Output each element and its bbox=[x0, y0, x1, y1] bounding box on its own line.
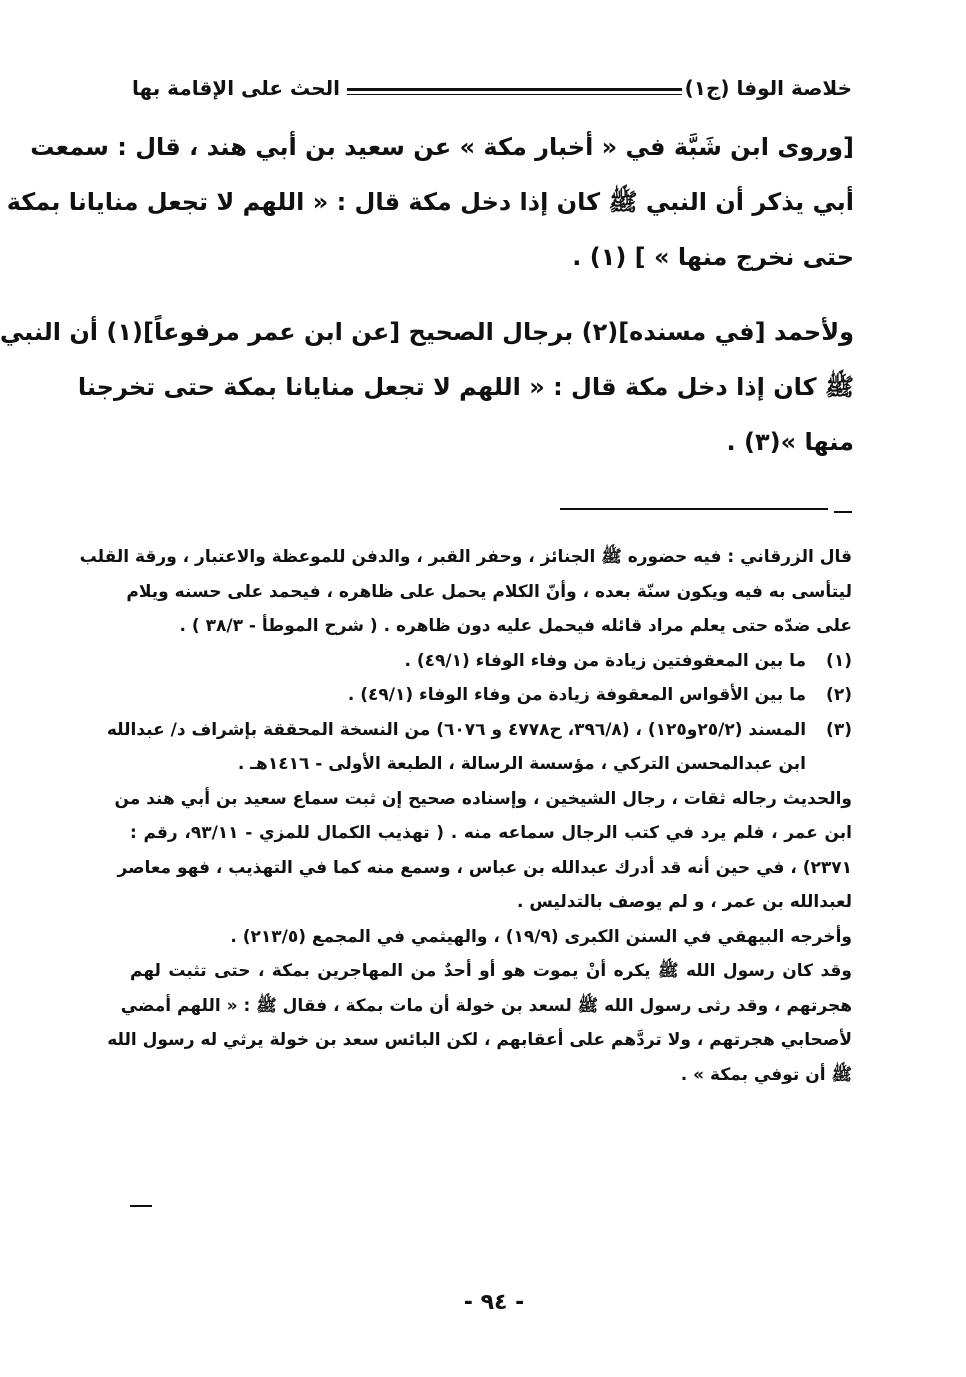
footnote-line: وقد كان رسول الله ﷺ يكره أنْ يموت هو أو أحدٌ من المهاجرين بمكة ، حتى تثبت لهم bbox=[130, 961, 852, 981]
footnote-line: ﷺ أن توفي بمكة » . bbox=[680, 1064, 852, 1085]
footnote-line: قال الزرقاني : فيه حضوره ﷺ الجنائز ، وحفر القبر ، والدفن للموعظة والاعتبار ، ورقة القلب bbox=[79, 547, 852, 567]
footnote-2 bbox=[130, 678, 852, 713]
footnote-3 bbox=[106, 713, 852, 748]
footnotes bbox=[79, 540, 852, 1092]
footnote-line: هجرتهم ، وقد رثى رسول الله ﷺ لسعد بن خولة أن مات بمكة ، فقال ﷺ : « اللهم أمضي bbox=[120, 995, 852, 1016]
footnote-text: ما بين المعقوفتين زيادة من وفاء الوفاء (٤٩/١) . bbox=[404, 650, 807, 671]
footnote-line: لأصحابي هجرتهم ، ولا تردَّهم على أعقابهم ، لكن البائس سعد بن خولة يرثي له رسول الله bbox=[107, 1030, 852, 1050]
main-text bbox=[0, 120, 854, 470]
body-line: حتى نخرج منها » ] (١) . bbox=[572, 243, 854, 271]
footnote-1 bbox=[130, 644, 852, 679]
footnote-line: ابن عبدالمحسن التركي ، مؤسسة الرسالة ، الطبعة الأولى - ١٤١٦هـ . bbox=[237, 754, 806, 774]
footnote-line: لعبدالله بن عمر ، و لم يوصف بالتدليس . bbox=[517, 892, 852, 912]
footnote-continuation-mark bbox=[834, 511, 852, 513]
footnote-text: ما بين الأقواس المعقوفة زيادة من وفاء الوفاء (٤٩/١) . bbox=[347, 685, 807, 705]
body-line: منها »(٣) . bbox=[726, 428, 854, 456]
body-line: ولأحمد [في مسنده](٢) برجال الصحيح [عن ابن عمر مرفوعاً](١) أن النبي bbox=[0, 318, 854, 346]
footnote-continues-mark bbox=[130, 1205, 152, 1207]
book-title: خلاصة الوفا (ج١) bbox=[684, 76, 852, 100]
running-header bbox=[132, 72, 852, 106]
header-rule bbox=[347, 88, 682, 95]
footnote-number: (٢) bbox=[826, 685, 852, 705]
body-line: ﷺ كان إذا دخل مكة قال : « اللهم لا تجعل منايانا بمكة حتى تخرجنا bbox=[77, 373, 854, 401]
footnote-number: (١) bbox=[826, 650, 852, 671]
footnote-separator bbox=[560, 508, 828, 510]
chapter-title: الحث على الإقامة بها bbox=[132, 76, 340, 100]
page-number: - ٩٤ - bbox=[463, 1290, 525, 1315]
footnote-line: ابن عمر ، فلم يرد في كتب الرجال سماعه منه . ( تهذيب الكمال للمزي - ٩٣/١١، رقم : bbox=[130, 823, 852, 843]
footnote-line: على ضدّه حتى يعلم مراد قائله فيحمل عليه دون ظاهره . ( شرح الموطأ - ٣٨/٣ ) . bbox=[179, 616, 852, 636]
footnote-line: والحديث رجاله ثقات ، رجال الشيخين ، وإسناده صحيح إن ثبت سماع سعيد بن أبي هند من bbox=[114, 788, 852, 809]
footnote-number: (٣) bbox=[826, 719, 852, 740]
footnote-text: المسند (٢٥/٢و١٢٥) ، (٣٩٦/٨، ح٤٧٧٨ و ٦٠٧٦) من النسخة المحققة بإشراف د/ عبدالله bbox=[106, 719, 807, 740]
footnote-line: ليتأسى به فيه ويكون سنّة بعده ، وأنّ الكلام يحمل على ظاهره ، فيحمد على حسنه ويلام bbox=[126, 581, 852, 602]
footnote-line: وأخرجه البيهقي في السنن الكبرى (١٩/٩) ، والهيثمي في المجمع (٢١٣/٥) . bbox=[230, 926, 852, 947]
body-line: أبي يذكر أن النبي ﷺ كان إذا دخل مكة قال : « اللهم لا تجعل منايانا بمكة bbox=[6, 188, 854, 216]
body-line: [وروى ابن شَبَّة في « أخبار مكة » عن سعيد بن أبي هند ، قال : سمعت bbox=[30, 133, 854, 161]
footnote-line: ٢٣٧١) ، في حين أنه قد أدرك عبدالله بن عباس ، وسمع منه كما في التهذيب ، فهو معاصر bbox=[117, 857, 852, 878]
